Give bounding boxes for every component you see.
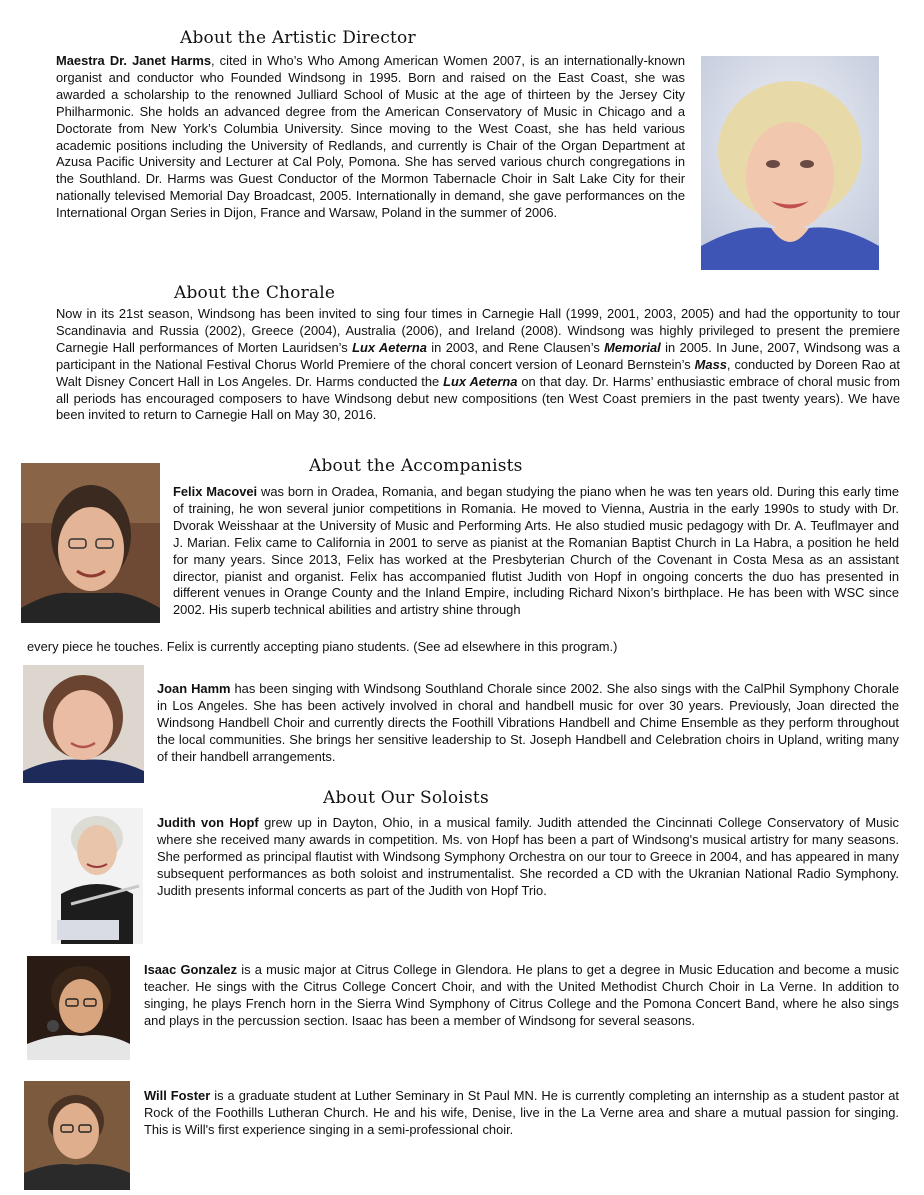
isaac-photo [27, 956, 130, 1060]
accompanists-heading: About the Accompanists [309, 456, 523, 476]
chorale-heading: About the Chorale [174, 283, 336, 303]
soloists-heading: About Our Soloists [323, 788, 489, 808]
director-photo [701, 56, 879, 270]
chorale-text: Now in its 21st season, Windsong has been invited to sing four times in Carnegie Hall (1999, 2001, 2003, 2005) and had the opportunity to tour Scandinavia and Russia (2002), Greece (2004), Australia (2006), and Ireland (2008). Windsong was highly privileged to present the premiere Carnegie Hall performances of Morten Lauridsen’s Lux Aeterna in 2003, and Rene Clausen’s Memorial in 2005. In June, 2007, Windsong was a participant in the National Festival Chorus World Premiere of the choral concert version of Leonard Bernstein’s Mass, conducted by Doreen Rao at Walt Disney Concert Hall in Los Angeles. Dr. Harms conducted the Lux Aeterna on that day. Dr. Harms’ enthusiastic embrace of choral music from all periods has encouraged composers to have Windsong debut new compositions (ten West Coast premiers in the past twenty years). We have been invited to return to Carnegie Hall on May 30, 2016. [56, 306, 900, 423]
judith-photo [51, 808, 143, 944]
director-heading: About the Artistic Director [180, 28, 416, 48]
joan-photo [23, 665, 144, 783]
will-name: Will Foster [144, 1088, 211, 1103]
felix-name: Felix Macovei [173, 484, 258, 499]
isaac-bio-text: is a music major at Citrus College in Glendora. He plans to get a degree in Music Education and become a music teacher. He sings with the Citrus College Concert Choir, and with the United Methodist Church Choir in La Verne. In addition to singing, he plays French horn in the Sierra Wind Symphony of Citrus College and the Pomona Concert Band, where he also sings and plays in the percussion section. Isaac has been a member of Windsong for several seasons. [144, 962, 899, 1028]
felix-photo [21, 463, 160, 623]
work-mass: Mass [694, 356, 727, 372]
will-bio [144, 1088, 899, 1139]
work-lux-aeterna: Lux Aeterna [352, 339, 427, 355]
will-photo [24, 1081, 130, 1190]
felix-bio-tail: every piece he touches. Felix is currently accepting piano students. (See ad elsewhere in this program.) [27, 639, 618, 654]
joan-bio-text: has been singing with Windsong Southland Chorale since 2002. She also sings with the CalPhil Symphony Chorale in Los Angeles. She has been actively involved in choral and handbell music for over 30 years. Previously, Joan directed the Windsong Handbell Choir and currently directs the Foothill Vibrations Handbell and Chime Ensemble as they perform throughout the local communities. She brings her sensitive leadership to St. Joseph Handbell and Celebration choirs in Upland, writing many of their handbell arrangements. [157, 681, 899, 764]
isaac-bio [144, 962, 899, 1030]
judith-bio [157, 815, 899, 900]
work-lux-aeterna-2: Lux Aeterna [443, 373, 518, 389]
director-name: Maestra Dr. Janet Harms [56, 53, 211, 68]
judith-bio-text: grew up in Dayton, Ohio, in a musical family. Judith attended the Cincinnati College Conservatory of Music where she received many awards in competition. Ms. von Hopf has been a part of Windsong's musical artistry for many seasons. She performed as principal flautist with Windsong Symphony Orchestra on our tour to Greece in 2004, and has appeared in many subsequent performances as both soloist and instrumentalist. She recorded a CD with the Ukranian National Radio Symphony. Judith presents informal concerts as part of the Judith von Hopf Trio. [157, 815, 899, 898]
judith-name: Judith von Hopf [157, 815, 259, 830]
felix-bio-text: was born in Oradea, Romania, and began studying the piano when he was ten years old. During this early time of training, he won several junior competitions in Romania. He moved to Vienna, Austria in the early 1990s to study with Dr. Dvorak Weisshaar at the University of Music and Performing Arts. He also studied music pedagogy with Dr. A. Teuflmayer and J. Marian. Felix came to California in 2001 to serve as pianist at the Romanian Baptist Church in La Habra, a position he held for many years. Since 2013, Felix has worked at the Presbyterian Church of the Covenant in Costa Mesa as an assistant director, pianist and organist. Felix has accompanied flutist Judith von Hopf in ongoing concerts the duo has presented in different venues in Orange County and the Inland Empire, including Richard Nixon’s birthplace. He has been with WSC since 2002. His superb technical abilities and artistry shine through [173, 484, 899, 618]
joan-bio [157, 681, 899, 766]
isaac-name: Isaac Gonzalez [144, 962, 238, 977]
director-bio-text: , cited in Who’s Who Among American Women 2007, is an internationally-known organist and conductor who Founded Windsong in 1995. Born and raised on the East Coast, she was awarded a scholarship to the renowned Julliard School of Music at the age of thirteen by the Jersey City Philharmonic. She holds an advanced degree from the American Conservatory of Music in Chicago and a Doctorate from New York’s Columbia University. Since moving to the West Coast, she has held various academic positions including the University of Redlands, and currently is Chair of the Organ Department at Azusa Pacific University and Lecturer at Cal Poly, Pomona. She has served various church congregations in the Southland. Dr. Harms was Guest Conductor of the Mormon Tabernacle Choir in Salt Lake City for their nationally televised Memorial Day Broadcast, 2005. Internationally in demand, she gave performances on the International Organ Series in Dijon, France and Warsaw, Poland in the summer of 2006. [56, 53, 685, 221]
will-bio-text: is a graduate student at Luther Seminary in St Paul MN. He is currently completing an internship as a student pastor at Rock of the Foothills Lutheran Church. He and his wife, Denise, live in the La Verne area and share a mutual passion for singing. This is Will's first experience singing in a semi-professional choir. [144, 1088, 900, 1137]
director-bio [56, 53, 685, 222]
work-memorial: Memorial [604, 339, 661, 355]
felix-bio [173, 484, 899, 619]
joan-name: Joan Hamm [157, 681, 231, 696]
